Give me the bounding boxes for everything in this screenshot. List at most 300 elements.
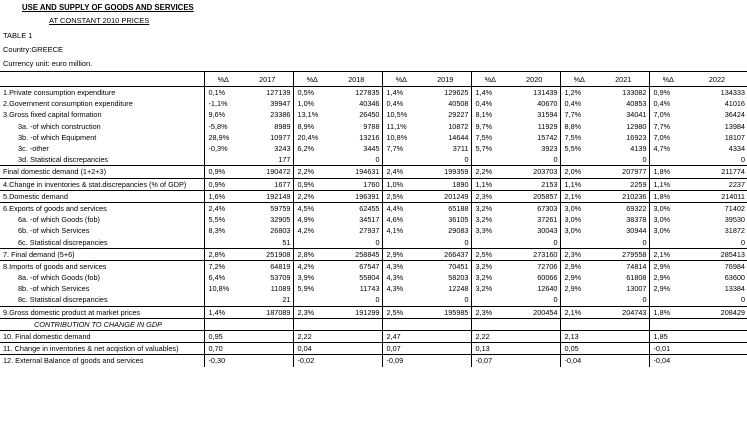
value-cell: 3711 (452, 144, 469, 154)
row-label: Final domestic demand (1+2+3) (0, 166, 204, 178)
table-row (0, 306, 747, 318)
table-row (0, 109, 747, 120)
growth-rate-cell: 7,7% (382, 143, 420, 154)
value-cell: 40670 (537, 99, 558, 109)
value-cell: 29227 (448, 110, 469, 120)
value-cell: 204743 (598, 306, 649, 318)
growth-rate-cell: 2,5% (382, 190, 420, 202)
row-label: 11. Change in inventories & net acqistion of valuables) (0, 343, 204, 355)
growth-rate-cell: 8,9% (293, 121, 331, 132)
growth-rate-cell: 0,9% (204, 178, 242, 190)
value-cell: 1760 (331, 178, 382, 190)
country-label: Country:GREECE (3, 45, 64, 54)
value-cell: 11089 (270, 284, 291, 294)
growth-rate-cell: 8,8% (560, 121, 598, 132)
row-label: 8b. -of which Services (18, 284, 90, 294)
value-cell: 201249 (420, 190, 471, 202)
growth-rate-cell: 1,2% (560, 87, 598, 99)
value-cell: 2259 (598, 178, 649, 190)
value-cell: 0 (420, 294, 471, 306)
growth-rate-cell: 3,0% (649, 225, 687, 236)
row-label: 3c. -other (18, 144, 49, 154)
growth-rate-cell: 4,3% (382, 272, 420, 283)
value-cell: 65188 (448, 203, 469, 213)
empty-cell (560, 318, 598, 330)
contribution-cell: -0,30 (204, 355, 242, 367)
empty-cell (204, 318, 242, 330)
growth-rate-cell (649, 236, 687, 248)
contribution-cell (242, 343, 293, 355)
value-cell: 10977 (270, 132, 291, 142)
growth-rate-cell: 2,4% (204, 202, 242, 214)
growth-rate-cell: 4,3% (382, 260, 420, 272)
growth-rate-cell (382, 154, 420, 166)
growth-rate-cell: 6,4% (204, 272, 242, 283)
growth-rate-cell (560, 236, 598, 248)
empty-cell (471, 318, 509, 330)
value-cell: 27937 (359, 226, 380, 236)
contribution-cell (331, 330, 382, 342)
value-cell: 37261 (537, 215, 558, 225)
contribution-cell: -0,04 (560, 355, 598, 367)
contribution-cell (598, 330, 649, 342)
value-cell: 32905 (270, 215, 291, 225)
table-row (0, 236, 747, 248)
growth-rate-cell: 2,9% (560, 283, 598, 294)
value-cell: 0 (687, 154, 747, 166)
value-cell: 2153 (509, 178, 560, 190)
contribution-cell: 0,95 (204, 330, 242, 342)
growth-rate-cell: 6,2% (293, 143, 331, 154)
growth-rate-cell: 8,3% (204, 225, 242, 236)
value-cell: 23386 (270, 110, 291, 120)
contribution-cell (509, 330, 560, 342)
contribution-cell: 0,05 (560, 343, 598, 355)
growth-rate-cell (471, 154, 509, 166)
growth-rate-cell: 9,7% (471, 121, 509, 132)
growth-rate-cell: 3,0% (649, 214, 687, 225)
value-cell: 0 (598, 154, 649, 166)
growth-rate-cell: 0,9% (204, 166, 242, 178)
value-cell: 131439 (533, 88, 558, 98)
value-cell: 200454 (509, 306, 560, 318)
value-cell: 266437 (420, 248, 471, 260)
column-header: %Δ (382, 72, 420, 87)
growth-rate-cell: -0,3% (204, 143, 242, 154)
report-subtitle: AT CONSTANT 2010 PRICES (49, 16, 150, 25)
value-cell: 76984 (724, 261, 745, 271)
growth-rate-cell: 28,9% (204, 132, 242, 143)
contribution-heading-row (0, 318, 747, 330)
growth-rate-cell: 2,5% (471, 248, 509, 260)
column-header: 2019 (420, 72, 471, 87)
growth-rate-cell: 3,2% (471, 260, 509, 272)
value-cell: 251908 (242, 248, 293, 260)
column-header: 2020 (509, 72, 560, 87)
row-label: 3.Gross fixed capital formation (3, 110, 102, 120)
contribution-cell (509, 343, 560, 355)
value-cell: 3445 (363, 144, 380, 154)
table-row (0, 98, 747, 109)
supply-use-table-container (0, 71, 747, 367)
value-cell: 64819 (270, 261, 291, 271)
value-cell: 39530 (724, 215, 745, 225)
value-cell: 1677 (242, 178, 293, 190)
value-cell: 0 (331, 294, 382, 306)
value-cell: 190472 (242, 166, 293, 178)
growth-rate-cell (649, 294, 687, 306)
value-cell: 129625 (444, 88, 469, 98)
value-cell: 127835 (355, 88, 380, 98)
value-cell: 36424 (724, 110, 745, 120)
column-header: %Δ (560, 72, 598, 87)
contribution-cell (420, 355, 471, 367)
value-cell: 30043 (537, 226, 558, 236)
value-cell: 31872 (724, 226, 745, 236)
value-cell: 61808 (626, 273, 647, 283)
row-label: 7. Final demand (5+6) (0, 248, 204, 260)
value-cell: 9788 (363, 121, 380, 131)
growth-rate-cell: 13,1% (293, 109, 331, 120)
row-label: 5.Domestic demand (0, 190, 204, 202)
contribution-cell (420, 330, 471, 342)
growth-rate-cell: 4,7% (649, 143, 687, 154)
value-cell: 134333 (720, 88, 745, 98)
value-cell: 72706 (537, 261, 558, 271)
table-row (0, 132, 747, 143)
growth-rate-cell: 10,8% (382, 132, 420, 143)
growth-rate-cell: 3,3% (471, 225, 509, 236)
contribution-cell (598, 355, 649, 367)
value-cell: 34517 (359, 215, 380, 225)
value-cell: 41016 (724, 99, 745, 109)
growth-rate-cell: 2,9% (649, 272, 687, 283)
growth-rate-cell: -5,8% (204, 121, 242, 132)
value-cell: 0 (598, 294, 649, 306)
table-row (0, 248, 747, 260)
value-cell: 26450 (359, 110, 380, 120)
empty-cell (242, 318, 293, 330)
growth-rate-cell (204, 154, 242, 166)
empty-cell (687, 318, 747, 330)
value-cell: 258845 (331, 248, 382, 260)
value-cell: 1890 (420, 178, 471, 190)
row-label: 6.Exports of goods and services (3, 203, 107, 213)
growth-rate-cell: 7,0% (649, 132, 687, 143)
growth-rate-cell: 2,1% (560, 306, 598, 318)
growth-rate-cell: 1,8% (649, 190, 687, 202)
growth-rate-cell: 2,4% (382, 166, 420, 178)
contribution-cell: 2,13 (560, 330, 598, 342)
value-cell: 13384 (724, 284, 745, 294)
value-cell: 40346 (359, 99, 380, 109)
header-blank-cell (0, 72, 204, 87)
row-label: 6c. Statistical discrepancies (0, 236, 204, 248)
value-cell: 0 (598, 236, 649, 248)
contribution-cell (687, 355, 747, 367)
growth-rate-cell (649, 154, 687, 166)
value-cell: 55804 (359, 273, 380, 283)
value-cell: 0 (509, 294, 560, 306)
growth-rate-cell: 0,9% (293, 178, 331, 190)
contribution-cell: 0,04 (293, 343, 331, 355)
growth-rate-cell: 2,8% (204, 248, 242, 260)
growth-rate-cell: 2,9% (382, 248, 420, 260)
column-header: %Δ (293, 72, 331, 87)
value-cell: 16923 (626, 132, 647, 142)
row-label: 8c. Statistical discrepancies (0, 294, 204, 306)
growth-rate-cell: 8,1% (471, 109, 509, 120)
growth-rate-cell: 3,9% (293, 272, 331, 283)
growth-rate-cell: 5,9% (293, 283, 331, 294)
value-cell: 60066 (537, 273, 558, 283)
value-cell: 40853 (626, 99, 647, 109)
row-label: 6b. -of which Services (18, 226, 90, 236)
growth-rate-cell: 1,0% (382, 178, 420, 190)
value-cell: 36105 (448, 215, 469, 225)
value-cell: 187089 (242, 306, 293, 318)
value-cell: 199359 (420, 166, 471, 178)
growth-rate-cell: 1,4% (204, 306, 242, 318)
growth-rate-cell: 10,8% (204, 283, 242, 294)
value-cell: 12248 (448, 284, 469, 294)
empty-cell (382, 318, 420, 330)
growth-rate-cell: 2,3% (471, 190, 509, 202)
empty-cell (509, 318, 560, 330)
value-cell: 51 (242, 236, 293, 248)
growth-rate-cell: 5,5% (204, 214, 242, 225)
column-header: %Δ (649, 72, 687, 87)
value-cell: 74814 (626, 261, 647, 271)
value-cell: 11743 (359, 284, 380, 294)
value-cell: 40508 (448, 99, 469, 109)
table-row (0, 178, 747, 190)
growth-rate-cell: 3,2% (471, 272, 509, 283)
value-cell: 191299 (331, 306, 382, 318)
growth-rate-cell: 10,5% (382, 109, 420, 120)
growth-rate-cell: 0,4% (471, 98, 509, 109)
value-cell: 12640 (537, 284, 558, 294)
table-row (0, 166, 747, 178)
value-cell: 0 (687, 236, 747, 248)
value-cell: 0 (687, 294, 747, 306)
growth-rate-cell: 4,1% (382, 225, 420, 236)
growth-rate-cell: 1,8% (649, 306, 687, 318)
growth-rate-cell: 2,9% (560, 272, 598, 283)
value-cell: 63600 (724, 273, 745, 283)
growth-rate-cell: 2,3% (471, 306, 509, 318)
value-cell: 11929 (537, 121, 558, 131)
growth-rate-cell: 0,4% (649, 98, 687, 109)
value-cell: 31594 (537, 110, 558, 120)
growth-rate-cell (471, 236, 509, 248)
growth-rate-cell: 4,2% (293, 225, 331, 236)
column-header: %Δ (471, 72, 509, 87)
value-cell: 8989 (274, 121, 291, 131)
report-title: USE AND SUPPLY OF GOODS AND SERVICES (22, 3, 194, 12)
value-cell: 208429 (687, 306, 747, 318)
table-row (0, 272, 747, 283)
growth-rate-cell: 0,1% (204, 87, 242, 99)
growth-rate-cell: 2,1% (560, 190, 598, 202)
value-cell: 26803 (270, 226, 291, 236)
growth-rate-cell: 1,4% (471, 87, 509, 99)
contribution-cell: 0,70 (204, 343, 242, 355)
growth-rate-cell: 1,1% (471, 178, 509, 190)
growth-rate-cell: 2,9% (649, 260, 687, 272)
table-row (0, 294, 747, 306)
growth-rate-cell: 2,8% (293, 248, 331, 260)
table-row (0, 283, 747, 294)
growth-rate-cell: 7,0% (649, 109, 687, 120)
table-row (0, 202, 747, 214)
growth-rate-cell: 1,1% (560, 178, 598, 190)
growth-rate-cell (382, 294, 420, 306)
value-cell: 39947 (270, 99, 291, 109)
value-cell: 29083 (448, 226, 469, 236)
growth-rate-cell: 3,2% (471, 283, 509, 294)
row-label: 3d. Statistical discrepancies (0, 154, 204, 166)
row-label: 12. External Balance of goods and services (0, 355, 204, 367)
growth-rate-cell: 3,0% (560, 225, 598, 236)
growth-rate-cell: 2,0% (560, 166, 598, 178)
value-cell: 15742 (537, 132, 558, 142)
row-label: 8a. -of which Goods (fob) (18, 273, 100, 283)
growth-rate-cell: 0,4% (382, 98, 420, 109)
contribution-cell (687, 330, 747, 342)
value-cell: 69322 (626, 203, 647, 213)
growth-rate-cell: 4,5% (293, 202, 331, 214)
contribution-cell (331, 355, 382, 367)
value-cell: 10872 (448, 121, 469, 131)
contribution-row (0, 330, 747, 342)
growth-rate-cell: 2,5% (382, 306, 420, 318)
value-cell: 214011 (687, 190, 747, 202)
value-cell: 58203 (448, 273, 469, 283)
value-cell: 203703 (509, 166, 560, 178)
growth-rate-cell: 1,0% (293, 98, 331, 109)
growth-rate-cell (204, 236, 242, 248)
growth-rate-cell: 5,7% (471, 143, 509, 154)
value-cell: 53709 (270, 273, 291, 283)
value-cell: 13007 (626, 284, 647, 294)
growth-rate-cell: 5,5% (560, 143, 598, 154)
value-cell: 4334 (728, 144, 745, 154)
row-label: 2.Government consumption expenditure (3, 99, 133, 109)
value-cell: 34041 (626, 110, 647, 120)
empty-cell (293, 318, 331, 330)
growth-rate-cell: 3,2% (471, 202, 509, 214)
growth-rate-cell: 7,5% (560, 132, 598, 143)
growth-rate-cell: 3,0% (560, 202, 598, 214)
value-cell: 18107 (724, 132, 745, 142)
growth-rate-cell: 4,3% (382, 283, 420, 294)
table-row (0, 87, 747, 99)
value-cell: 70451 (448, 261, 469, 271)
row-label: 8.Imports of goods and services (3, 261, 107, 271)
table-row (0, 121, 747, 132)
growth-rate-cell: 7,2% (204, 260, 242, 272)
contribution-cell: 2,47 (382, 330, 420, 342)
value-cell: 30944 (626, 226, 647, 236)
growth-rate-cell: 0,9% (649, 87, 687, 99)
growth-rate-cell: 3,0% (560, 214, 598, 225)
value-cell: 195985 (420, 306, 471, 318)
table-row (0, 190, 747, 202)
growth-rate-cell: 4,2% (293, 260, 331, 272)
growth-rate-cell: 1,1% (649, 178, 687, 190)
currency-unit-label: Currency unit: euro million. (3, 59, 93, 68)
value-cell: 194631 (331, 166, 382, 178)
growth-rate-cell: 4,9% (293, 214, 331, 225)
row-label: 3b. -of which Equipment (18, 132, 97, 142)
growth-rate-cell (382, 236, 420, 248)
value-cell: 0 (420, 154, 471, 166)
growth-rate-cell: 2,2% (293, 190, 331, 202)
value-cell: 71402 (724, 203, 745, 213)
growth-rate-cell (560, 154, 598, 166)
growth-rate-cell: -1,1% (204, 98, 242, 109)
growth-rate-cell: 4,4% (382, 202, 420, 214)
table-row (0, 154, 747, 166)
value-cell: 3923 (541, 144, 558, 154)
contribution-cell (242, 355, 293, 367)
value-cell: 210236 (598, 190, 649, 202)
value-cell: 12980 (626, 121, 647, 131)
value-cell: 205857 (509, 190, 560, 202)
growth-rate-cell: 11,1% (382, 121, 420, 132)
growth-rate-cell (471, 294, 509, 306)
empty-cell (598, 318, 649, 330)
column-header: 2018 (331, 72, 382, 87)
empty-cell (420, 318, 471, 330)
row-label: 9.Gross domestic product at market prices (0, 306, 204, 318)
growth-rate-cell: 7,7% (649, 121, 687, 132)
contribution-cell: 1,85 (649, 330, 687, 342)
growth-rate-cell: 4,6% (382, 214, 420, 225)
contribution-cell (242, 330, 293, 342)
column-header: 2021 (598, 72, 649, 87)
growth-rate-cell: 2,3% (560, 248, 598, 260)
row-label: 6a. -of which Goods (fob) (18, 215, 100, 225)
value-cell: 0 (509, 236, 560, 248)
growth-rate-cell: 0,4% (560, 98, 598, 109)
value-cell: 0 (420, 236, 471, 248)
value-cell: 13984 (724, 121, 745, 131)
growth-rate-cell: 2,1% (649, 248, 687, 260)
table-header-row (0, 72, 747, 87)
value-cell: 4139 (630, 144, 647, 154)
value-cell: 38378 (626, 215, 647, 225)
value-cell: 3243 (274, 144, 291, 154)
value-cell: 2237 (687, 178, 747, 190)
contribution-row (0, 355, 747, 367)
contribution-cell (687, 343, 747, 355)
table-row (0, 225, 747, 236)
value-cell: 177 (242, 154, 293, 166)
supply-use-table (0, 71, 747, 367)
value-cell: 21 (242, 294, 293, 306)
value-cell: 67303 (537, 203, 558, 213)
value-cell: 67547 (359, 261, 380, 271)
table-number: TABLE 1 (3, 31, 33, 40)
contribution-cell: 0,07 (382, 343, 420, 355)
growth-rate-cell: 3,0% (649, 202, 687, 214)
contribution-cell: 2,22 (293, 330, 331, 342)
contribution-cell: 0,13 (471, 343, 509, 355)
value-cell: 211774 (687, 166, 747, 178)
growth-rate-cell: 2,3% (293, 306, 331, 318)
